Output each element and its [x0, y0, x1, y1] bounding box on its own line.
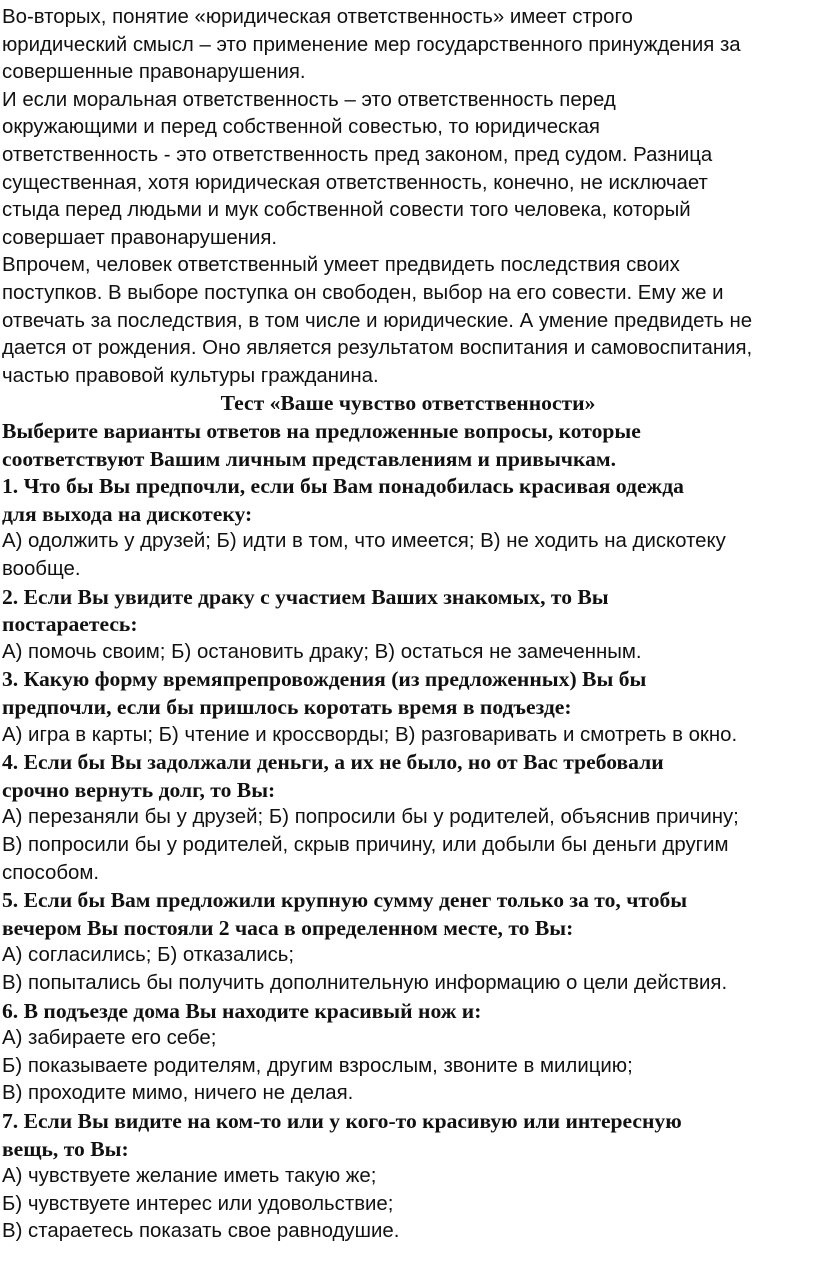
paragraph-3-line-2: поступков. В выборе поступка он свободен, выбор на его совести. Ему же и — [2, 282, 724, 304]
paragraph-3-line-4: дается от рождения. Оно является результатом воспитания и самовоспитания, — [2, 337, 753, 360]
question-3-line-2: предпочли, если бы пришлось коротать время в подъезде: — [2, 695, 572, 719]
paragraph-1-line-3: совершенные правонарушения. — [2, 61, 306, 84]
question-1-line-1: 1. Что бы Вы предпочли, если бы Вам понадобилась красивая одежда — [2, 474, 684, 499]
answer-7-line-1: А) чувствуете желание иметь такую же; — [2, 1165, 377, 1188]
answer-3-line-1: А) игра в карты; Б) чтение и кроссворды; В) разговаривать и смотреть в окно. — [2, 723, 738, 746]
paragraph-2-line-3: ответственность - это ответственность пред законом, пред судом. Разница — [2, 144, 713, 166]
answer-4-line-3: способом. — [2, 861, 100, 884]
paragraph-3-line-5: частью правовой культуры гражданина. — [2, 364, 379, 387]
paragraph-2-line-1: И если моральная ответственность – это ответственность перед — [2, 88, 616, 111]
answer-1-line-1: А) одолжить у друзей; Б) идти в том, что имеется; В) не ходить на дискотеку — [2, 530, 726, 553]
question-7-line-2: вещь, то Вы: — [2, 1136, 129, 1161]
answer-6-line-1: А) забираете его себе; — [2, 1027, 217, 1050]
paragraph-1-line-1: Во-вторых, понятие «юридическая ответственность» имеет строго — [2, 6, 633, 28]
question-3-line-1: 3. Какую форму времяпрепровождения (из предложенных) Вы бы — [2, 667, 647, 692]
paragraph-3-line-1: Впрочем, человек ответственный умеет предвидеть последствия своих — [2, 254, 680, 277]
answer-1-line-2: вообще. — [2, 558, 81, 580]
answer-5-line-2: В) попытались бы получить дополнительную информацию о цели действия. — [2, 972, 728, 994]
question-6-line-1: 6. В подъезде дома Вы находите красивый нож и: — [2, 998, 482, 1023]
answer-7-line-2: Б) чувствуете интерес или удовольствие; — [2, 1192, 394, 1215]
test-instruction-line-1: Выберите варианты ответов на предложенные вопросы, которые — [2, 419, 641, 443]
answer-2-line-1: А) помочь своим; Б) остановить драку; В) остаться не замеченным. — [2, 640, 642, 663]
answer-4-line-2: В) попросили бы у родителей, скрыв причину, или добыли бы деньги другим — [2, 834, 729, 856]
paragraph-2-line-4: существенная, хотя юридическая ответственность, конечно, не исключает — [2, 171, 708, 194]
question-7-line-1: 7. Если Вы видите на ком-то или у кого-то красивую или интересную — [2, 1109, 682, 1133]
question-5-line-2: вечером Вы постояли 2 часа в определенном месте, то Вы: — [2, 915, 574, 940]
question-2-line-1: 2. Если Вы увидите драку с участием Ваших знакомых, то Вы — [2, 584, 609, 609]
answer-5-line-1: А) согласились; Б) отказались; — [2, 944, 295, 967]
test-instruction-line-2: соответствуют Вашим личным представлениям и привычкам. — [2, 446, 616, 471]
paragraph-1-line-2: юридический смысл – это применение мер государственного принуждения за — [2, 33, 741, 56]
question-2-line-2: постараетесь: — [2, 612, 138, 637]
answer-7-line-3: В) стараетесь показать свое равнодушие. — [2, 1220, 400, 1243]
question-5-line-1: 5. Если бы Вам предложили крупную сумму денег только за то, чтобы — [2, 888, 688, 913]
answer-6-line-2: Б) показываете родителям, другим взрослым, звоните в милицию; — [2, 1054, 633, 1077]
paragraph-2-line-2: окружающими и перед собственной совестью, то юридическая — [2, 116, 600, 139]
question-4-line-1: 4. Если бы Вы задолжали деньги, а их не было, но от Вас требовали — [2, 750, 664, 775]
paragraph-2-line-6: совершает правонарушения. — [2, 226, 278, 249]
paragraph-3-line-3: отвечать за последствия, в том числе и юридические. А умение предвидеть не — [2, 309, 753, 332]
answer-4-line-1: А) перезаняли бы у друзей; Б) попросили бы у родителей, объяснив причину; — [2, 806, 739, 829]
test-title: Тест «Ваше чувство ответственности» — [220, 391, 596, 416]
paragraph-2-line-5: стыда перед людьми и мук собственной совести того человека, который — [2, 199, 691, 222]
answer-6-line-3: В) проходите мимо, ничего не делая. — [2, 1082, 354, 1105]
question-4-line-2: срочно вернуть долг, то Вы: — [2, 777, 276, 802]
question-1-line-2: для выхода на дискотеку: — [2, 501, 253, 526]
